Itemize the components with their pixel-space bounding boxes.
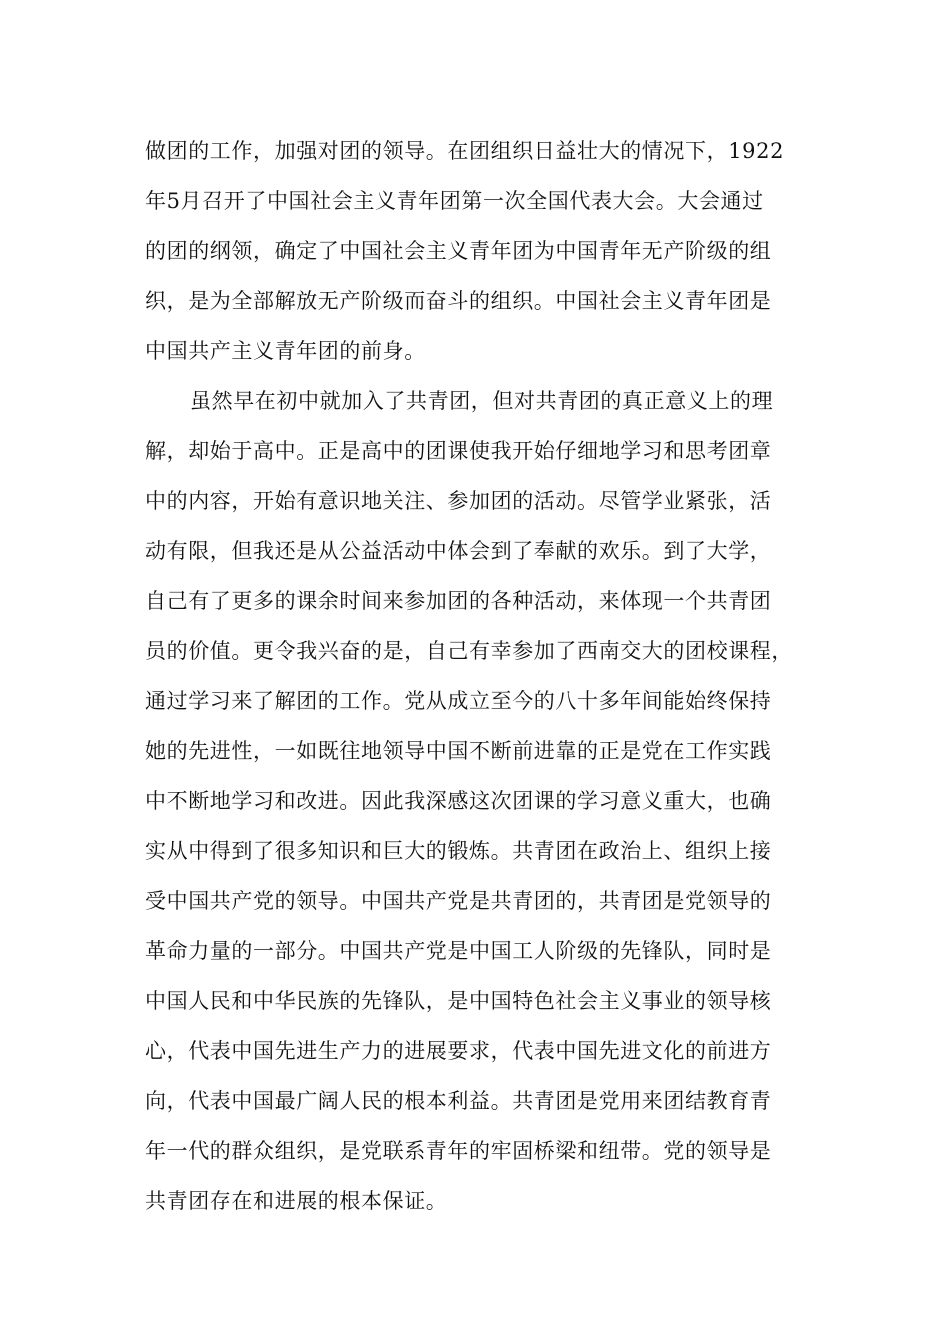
text-line: 中国共产主义青年团的前身。 [145,339,426,363]
text-line: 中不断地学习和改进。因此我深感这次团课的学习意义重大，也确 [145,789,772,813]
text-line: 动有限，但我还是从公益活动中体会到了奉献的欢乐。到了大学， [145,539,772,563]
text-line: 年一代的群众组织，是党联系青年的牢固桥梁和纽带。党的领导是 [145,1139,772,1163]
text-line: 做团的工作，加强对团的领导。在团组织日益壮大的情况下，1922 [145,139,785,163]
text-line: 织，是为全部解放无产阶级而奋斗的组织。中国社会主义青年团是 [145,289,772,313]
text-line: 年5月召开了中国社会主义青年团第一次全国代表大会。大会通过 [145,189,764,213]
text-line: 心，代表中国先进生产力的进展要求，代表中国先进文化的前进方 [145,1039,772,1063]
text-line: 中的内容，开始有意识地关注、参加团的活动。尽管学业紧张，活 [145,489,772,513]
text-line: 的团的纲领，确定了中国社会主义青年团为中国青年无产阶级的组 [145,239,772,263]
text-line: 她的先进性，一如既往地领导中国不断前进靠的正是党在工作实践 [145,739,772,763]
text-line: 向，代表中国最广阔人民的根本利益。共青团是党用来团结教育青 [145,1089,772,1113]
text-line: 受中国共产党的领导。中国共产党是共青团的，共青团是党领导的 [145,889,772,913]
text-line: 通过学习来了解团的工作。党从成立至今的八十多年间能始终保持 [145,689,772,713]
text-line: 革命力量的一部分。中国共产党是中国工人阶级的先锋队，同时是 [145,939,772,963]
text-line: 员的价值。更令我兴奋的是，自己有幸参加了西南交大的团校课程， [145,639,793,663]
text-line: 解，却始于高中。正是高中的团课使我开始仔细地学习和思考团章 [145,439,772,463]
text-line: 实从中得到了很多知识和巨大的锻炼。共青团在政治上、组织上接 [145,839,772,863]
text-line: 共青团存在和进展的根本保证。 [145,1189,448,1213]
paragraph-first-line: 虽然早在初中就加入了共青团，但对共青团的真正意义上的理 [190,389,774,413]
text-line: 自己有了更多的课余时间来参加团的各种活动，来体现一个共青团 [145,589,772,613]
text-line: 中国人民和中华民族的先锋队，是中国特色社会主义事业的领导核 [145,989,772,1013]
